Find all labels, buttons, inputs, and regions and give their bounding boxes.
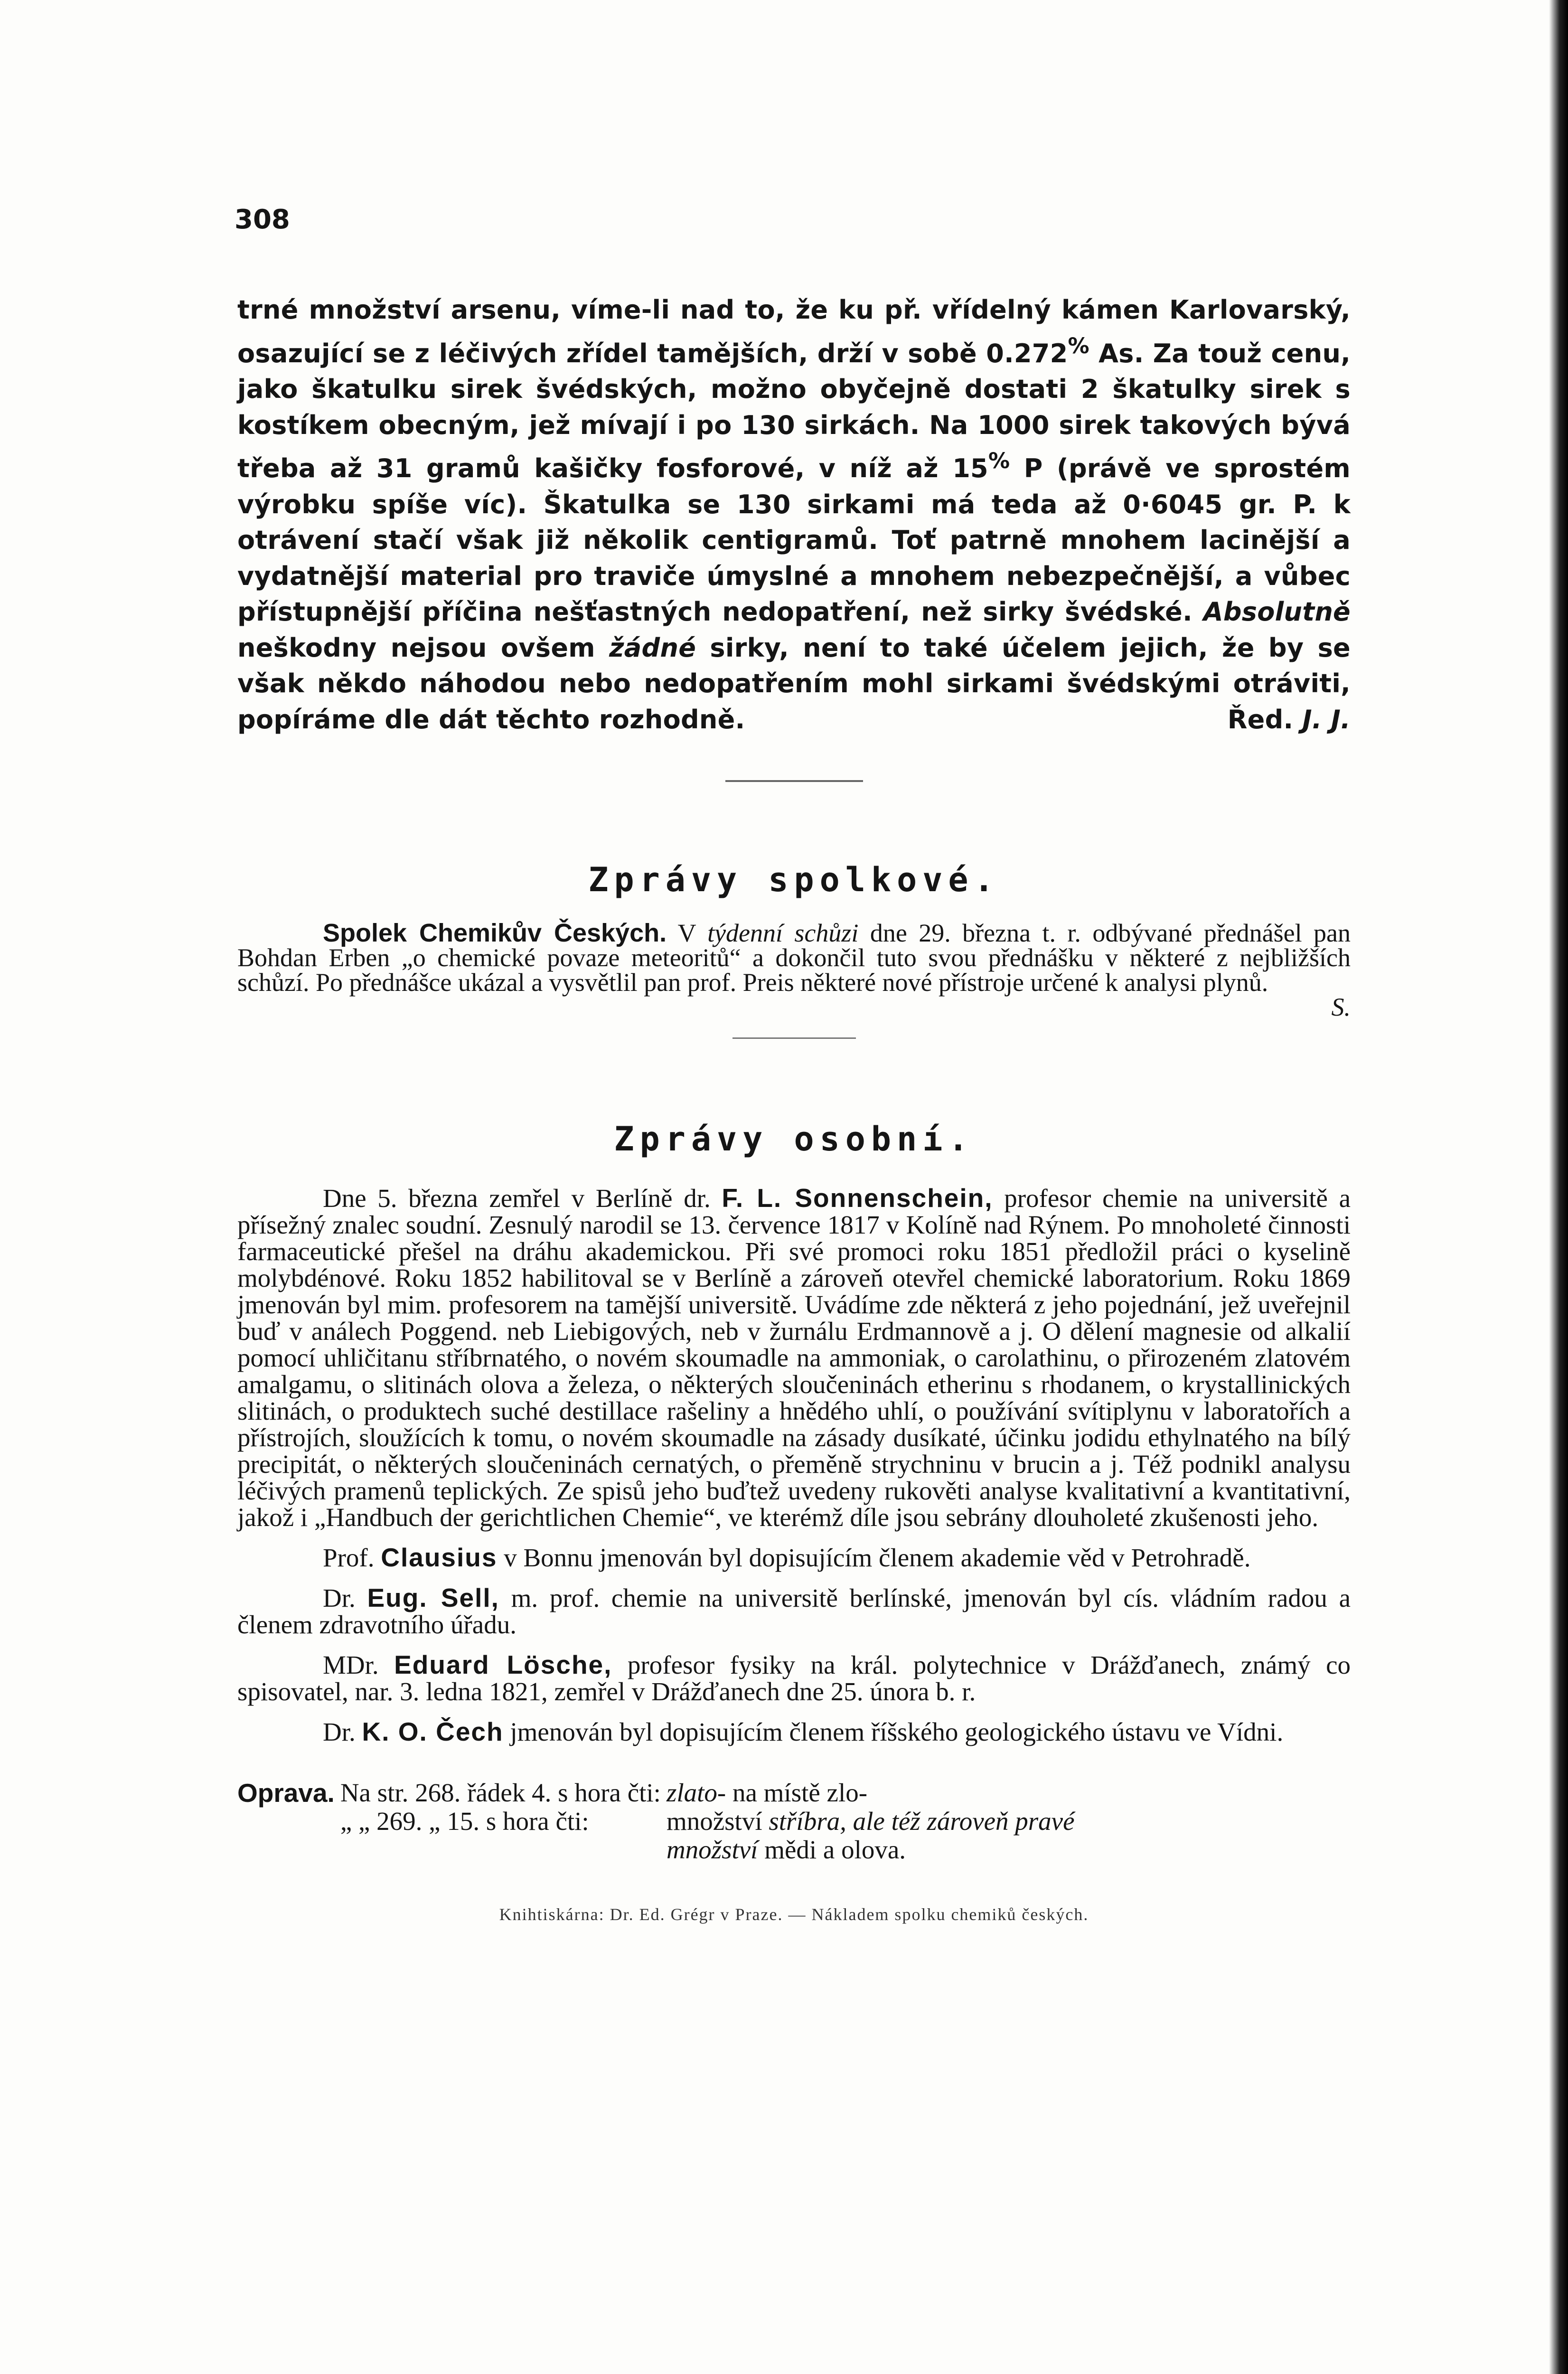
personal-text: Dr. (323, 1583, 367, 1612)
errata-row (237, 1779, 1080, 1807)
errata-label-empty (237, 1807, 340, 1836)
errata-text: mědi a olova. (758, 1835, 906, 1864)
intro-text-1: trné množství arsenu, víme-li nad to, že ku př. vřídelný kámen Karlovarský, osazující se z léčivých zřídel tamějších, drží v sobě 0.272 (237, 295, 1351, 368)
editor-signature (1228, 702, 1351, 738)
person-name: F. L. Sonnenschein, (722, 1183, 993, 1213)
intro-text-3: P (právě ve sprostém výrobku spíše víc). Škatulka se 130 sirkami má teda až 0·6045 gr. P. k otrávení stačí však již několik centigramů. Toť patrně mnohem lacinější a vydatnější material pro traviče úmyslné a mnohem nebezpečnější, a vůbec přístupnější příčina nešťastných nedopatření, než sirky švédské. (237, 453, 1351, 627)
person-name: Eduard Lösche, (394, 1650, 612, 1679)
society-text: dne 29. března t. r. odbývané přednášel pan Bohdan Erben „o chemické povaze meteoritů“ a dokončil tuto svou přednášku v některé z nejbližších schůzí. Po přednášce ukázal a vysvětlil pan prof. Preis některé nové přístroje určené k analysi plynů. (237, 919, 1351, 997)
personal-paragraph (237, 1718, 1351, 1745)
document-page (237, 204, 1351, 1924)
errata-italic: stříbra, ale též zároveň pravé (769, 1807, 1075, 1836)
errata-italic: zlato- (666, 1778, 726, 1807)
errata-correction (667, 1836, 1080, 1864)
errata-label: Oprava. (237, 1778, 335, 1808)
section-heading-personal: Zprávy osobní. (614, 1120, 974, 1159)
intro-text-2: As. Za touž cenu, jako škatulku sirek švédských, možno obyčejně dostati 2 škatulky sirek s kostíkem obecným, jež mívají i po 130 sirkách. Na 1000 sirek takových bývá třeba až 31 gramů kašičky fosforové, v níž až 15 (237, 338, 1351, 483)
errata-label-empty (237, 1836, 340, 1864)
errata-row (237, 1807, 1080, 1836)
society-signature: S. (1331, 993, 1351, 1021)
intro-emphasis: Absolutně (1203, 597, 1351, 627)
personal-paragraph (237, 1185, 1351, 1531)
intro-emphasis: žádné (609, 632, 696, 663)
personal-text: v Bonnu jmenován byl dopisujícím členem akademie věd v Petrohradě. (497, 1543, 1251, 1572)
signature-initials: J. J. (1302, 704, 1351, 735)
intro-paragraph (237, 292, 1351, 737)
divider (725, 780, 863, 782)
personal-paragraph (237, 1651, 1351, 1705)
personal-text: Dne 5. března zemřel v Berlíně dr. (323, 1184, 722, 1213)
personal-paragraph (237, 1584, 1351, 1638)
errata-ref: Na str. 268. řádek 4. s hora čti: (340, 1778, 661, 1807)
society-report (237, 919, 1351, 1021)
person-name: K. O. Čech (362, 1717, 504, 1746)
errata-text: množství (666, 1807, 769, 1836)
society-emphasis: týdenní schůzi (707, 919, 859, 947)
society-name: Spolek Chemikův Českých. (323, 919, 667, 947)
errata-correction (667, 1807, 1080, 1836)
errata-row (237, 1836, 1080, 1864)
personal-paragraph (237, 1544, 1351, 1571)
personal-text: profesor fysiky na král. polytechnice v Drážďanech, známý co spisovatel, nar. 3. ledna 1821, zemřel v Drážďanech dne 25. února b. r. (237, 1650, 1351, 1706)
errata-block (237, 1779, 1351, 1864)
page-edge-shadow (1549, 0, 1568, 2374)
person-name: Clausius (381, 1543, 498, 1572)
errata-italic: množství (666, 1835, 758, 1864)
page-number: 308 (235, 204, 290, 235)
divider (732, 1037, 856, 1039)
errata-text: na místě zlo- (726, 1778, 868, 1807)
personal-text: Prof. (323, 1543, 381, 1572)
society-text-v: V (667, 919, 708, 947)
errata-ref-empty (340, 1836, 667, 1864)
intro-text-4: neškodny nejsou ovšem (237, 632, 610, 663)
printer-imprint: Knihtiskárna: Dr. Ed. Grégr v Praze. — Nákladem spolku chemiků českých. (499, 1905, 1089, 1924)
personal-text: profesor chemie na universitě a přísežný znalec soudní. Zesnulý narodil se 13. července 1817 v Kolíně nad Rýnem. Po mnoholeté činnosti farmaceutické přešel na dráhu akademickou. Při své promoci roku 1851 předložil práci o kyselině molybdénové. Roku 1852 habilitoval se v Berlíně a zároveň otevřel chemické laboratorium. Roku 1869 jmenován byl mim. profesorem na tamější universitě. Uvádíme zde některá z jeho pojednání, jež uveřejnil buď v análech Poggend. neb Liebigových, neb v žurnálu Erdmannově a j. O dělení magnesie od alkalií pomocí uhličitanu stříbrnatého, o novém skoumadle na ammoniak, o carolathinu, o přirozeném zlatovém amalgamu, o slitinách olova a železa, o některých sloučeninách etherinu s rhodanem, o krystallinických slitinách, o produktech suché destillace rašeliny a hnědého uhlí, o používání svítiplynu v laboratořích a přístrojích, sloužících k tomu, o novém skoumadle na zásady dusíkaté, účinku jodidu ethylnatého na bílý precipitát, o některých sloučeninách cernatých, o přeměně strychninu v brucin a j. Též podnikl analysu léčivých pramenů teplických. Ze spisů jeho buďtež uvedeny rukověti analyse kvalitativní a kvantitativní, jakož i „Handbuch der gerichtlichen Chemie“, ve kterémž díle jsou sebrány dlouholeté zkušenosti jeho. (237, 1184, 1351, 1532)
section-heading-societies: Zprávy spolkové. (588, 860, 1000, 899)
person-name: Eug. Sell, (367, 1583, 499, 1612)
percent-sign: % (988, 448, 1010, 473)
errata-correction (667, 1779, 1080, 1807)
personal-text: Dr. (323, 1717, 362, 1746)
intro-text-5: sirky, není to také účelem jejich, že by se však někdo náhodou nebo nedopatřením mohl sirkami švédskými otráviti, popíráme dle dát těchto rozhodně. (237, 632, 1351, 735)
personal-text: MDr. (323, 1650, 394, 1679)
percent-sign: % (1068, 333, 1089, 358)
personal-text: m. prof. chemie na universitě berlínské, jmenován byl cís. vládním radou a členem zdravotního úřadu. (237, 1583, 1351, 1639)
personal-text: jmenován byl dopisujícím členem říšského geologického ústavu ve Vídni. (503, 1717, 1284, 1746)
errata-ref: „ „ 269. „ 15. s hora čti: (340, 1807, 589, 1836)
errata-table (237, 1779, 1080, 1864)
signature-prefix: Řed. (1227, 704, 1294, 735)
